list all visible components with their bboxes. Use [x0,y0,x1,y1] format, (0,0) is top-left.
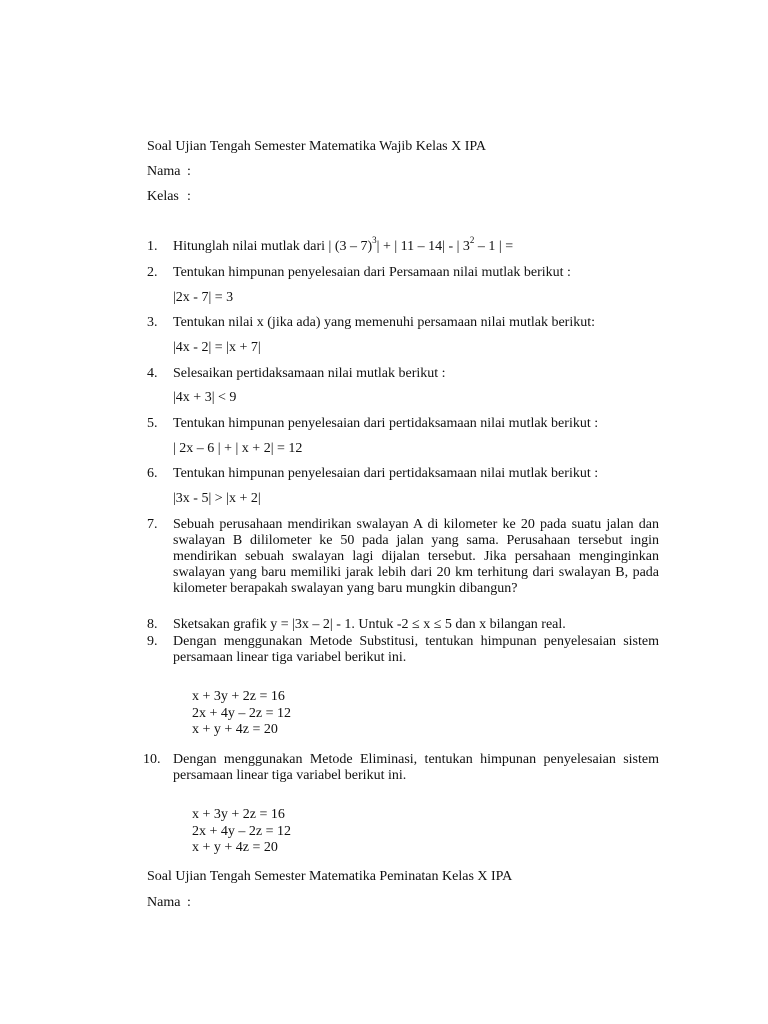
question-number: 1. [147,239,158,254]
section-title: Soal Ujian Tengah Semester Matematika Peminatan Kelas X IPA [147,869,513,884]
question-text: Sketsakan grafik y = |3x – 2| - 1. Untuk -2 ≤ x ≤ 5 dan x bilangan real. [173,617,566,632]
equation: 2x + 4y – 2z = 12 [192,824,292,839]
question-text: Tentukan himpunan penyelesaian dari pertidaksamaan nilai mutlak berikut : [173,416,599,431]
kelas-label: Kelas [147,189,179,204]
nama-colon: : [187,895,191,910]
equation: x + y + 4z = 20 [192,722,278,737]
question-3-expression: |4x - 2| = |x + 7| [173,340,261,355]
question-text: Tentukan nilai x (jika ada) yang memenuhi persamaan nilai mutlak berikut: [173,315,595,330]
question-number: 7. [147,517,158,532]
nama-colon: : [187,164,191,179]
question-number: 9. [147,634,158,649]
question-5-expression: | 2x – 6 | + | x + 2| = 12 [173,441,303,456]
question-6-expression: |3x - 5| > |x + 2| [173,491,261,506]
question-number: 4. [147,366,158,381]
equation: 2x + 4y – 2z = 12 [192,706,292,721]
question-number: 2. [147,265,158,280]
question-number: 6. [147,466,158,481]
question-text: Tentukan himpunan penyelesaian dari pertidaksamaan nilai mutlak berikut : [173,466,599,481]
question-text: Tentukan himpunan penyelesaian dari Persamaan nilai mutlak berikut : [173,265,571,280]
kelas-field [147,189,191,205]
question-text: Dengan menggunakan Metode Substitusi, tentukan himpunan penyelesaian sistem persamaan linear tiga variabel berikut ini. [173,634,659,665]
nama-label: Nama [147,895,181,910]
equation: x + 3y + 2z = 16 [192,689,285,704]
kelas-colon: : [187,189,191,204]
question-number: 5. [147,416,158,431]
question-text: Hitunglah nilai mutlak dari | (3 – 7)$^3$| + | 11 – 14| - | $3^2 - 1$ | = [173,235,514,254]
question-text: Selesaikan pertidaksamaan nilai mutlak berikut : [173,366,446,381]
question-number: 10. [143,752,161,767]
nama-field [147,164,191,180]
question-text: Sebuah perusahaan mendirikan swalayan A di kilometer ke 20 pada suatu jalan dan swalayan B dililometer ke 50 pada jalan yang sama. Perusahaan tersebut ingin mendirikan sebuah swalayan lagi dijalan tersebut. Jika persahaan menginginkan swalayan yang baru memiliki jarak lebih dari 20 km terhitung dari swalayan B, pada kilometer berapakah swalayan yang baru mungkin dibangun? [173,517,659,596]
equation: x + 3y + 2z = 16 [192,807,285,822]
question-4-expression: |4x + 3| < 9 [173,390,237,405]
question-2-expression: |2x - 7| = 3 [173,290,234,305]
question-number: 3. [147,315,158,330]
question-text: Dengan menggunakan Metode Eliminasi, tentukan himpunan penyelesaian sistem persamaan linear tiga variabel berikut ini. [173,752,659,783]
nama-field-2 [147,895,191,911]
page-title: Soal Ujian Tengah Semester Matematika Wajib Kelas X IPA [147,139,487,154]
question-number: 8. [147,617,158,632]
equation: x + y + 4z = 20 [192,840,278,855]
nama-label: Nama [147,164,181,179]
